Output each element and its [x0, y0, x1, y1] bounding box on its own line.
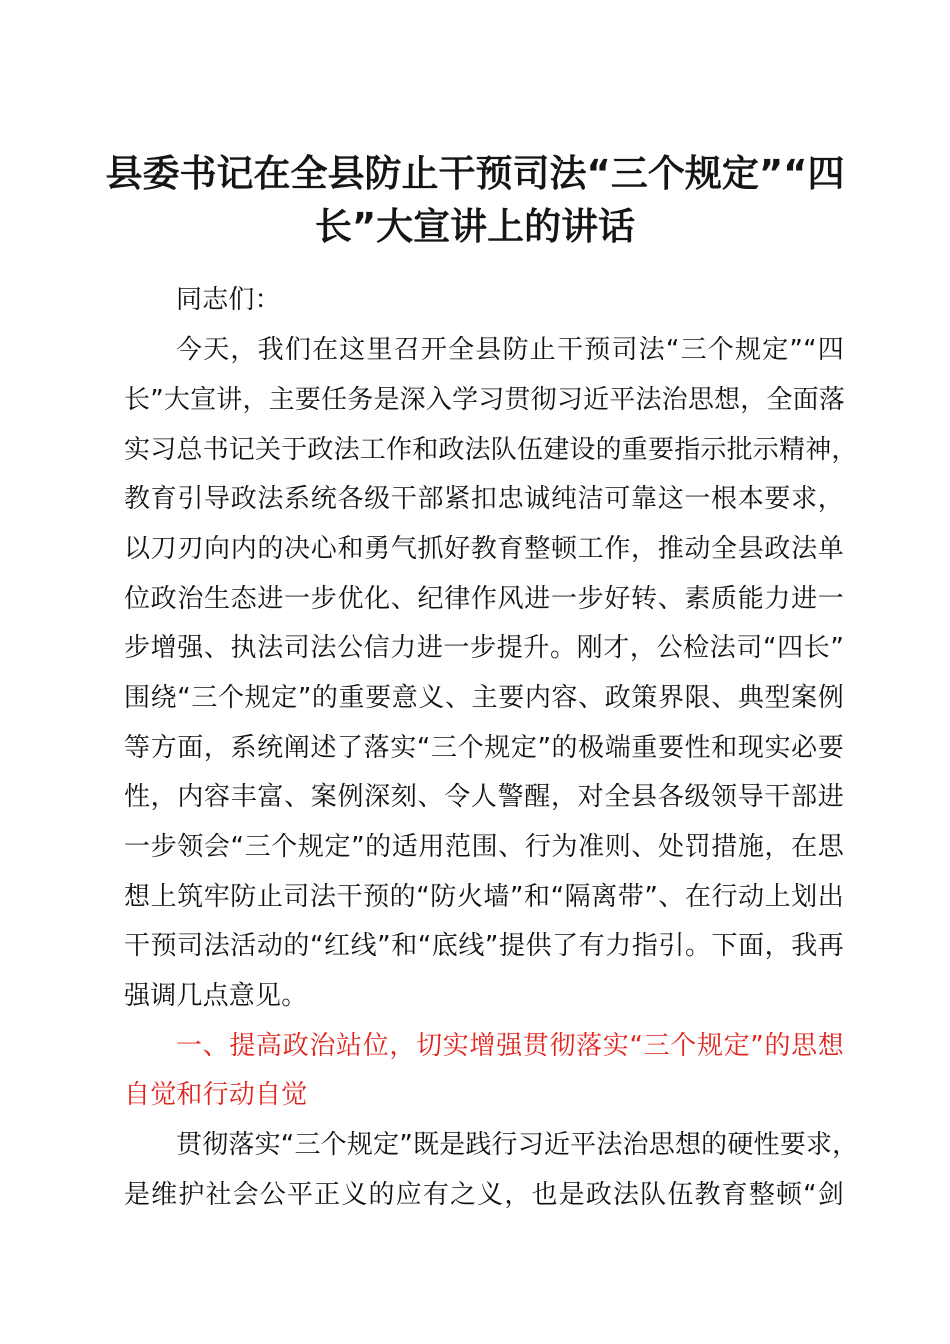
paragraph-line: 步增强、执法司法公信力进一步提升。刚才，公检法司“四长” [124, 633, 844, 663]
paragraph-line: 性，内容丰富、案例深刻、令人警醒，对全县各级领导干部进 [124, 782, 844, 812]
paragraph-line: 长”大宣讲，主要任务是深入学习贯彻习近平法治思想，全面落 [124, 385, 846, 415]
section-heading-line-2: 自觉和行动自觉 [124, 1080, 308, 1110]
paragraph-line: 实习总书记关于政法工作和政法队伍建设的重要指示批示精神， [124, 435, 858, 465]
paragraph-line: 等方面，系统阐述了落实“三个规定”的极端重要性和现实必要 [124, 733, 844, 763]
paragraph-line: 教育引导政法系统各级干部紧扣忠诚纯洁可靠这一根本要求， [124, 484, 844, 514]
document-title-line-1: 县委书记在全县防止干预司法“三个规定”“四 [105, 152, 845, 195]
document-title-line-2: 长”大宣讲上的讲话 [314, 205, 636, 248]
salutation: 同志们： [176, 285, 281, 315]
paragraph-line: 干预司法活动的“红线”和“底线”提供了有力指引。下面，我再 [124, 931, 844, 961]
paragraph-line: 以刀刃向内的决心和勇气抓好教育整顿工作，推动全县政法单 [124, 534, 844, 564]
paragraph-line: 今天，我们在这里召开全县防止干预司法“三个规定”“四 [176, 335, 844, 365]
paragraph-line: 是维护社会公平正义的应有之义，也是政法队伍教育整顿“剑 [124, 1180, 844, 1210]
paragraph-line: 一步领会“三个规定”的适用范围、行为准则、处罚措施，在思 [124, 832, 844, 862]
paragraph-line: 强调几点意见。 [124, 981, 308, 1011]
paragraph-line: 位政治生态进一步优化、纪律作风进一步好转、素质能力进一 [124, 584, 844, 614]
section-heading-line-1: 一、提高政治站位，切实增强贯彻落实“三个规定”的思想 [176, 1031, 844, 1061]
paragraph-line: 贯彻落实“三个规定”既是践行习近平法治思想的硬性要求， [176, 1130, 859, 1160]
paragraph-line: 想上筑牢防止司法干预的“防火墙”和“隔离带”、在行动上划出 [124, 882, 844, 912]
paragraph-line: 围绕“三个规定”的重要意义、主要内容、政策界限、典型案例 [124, 683, 844, 713]
